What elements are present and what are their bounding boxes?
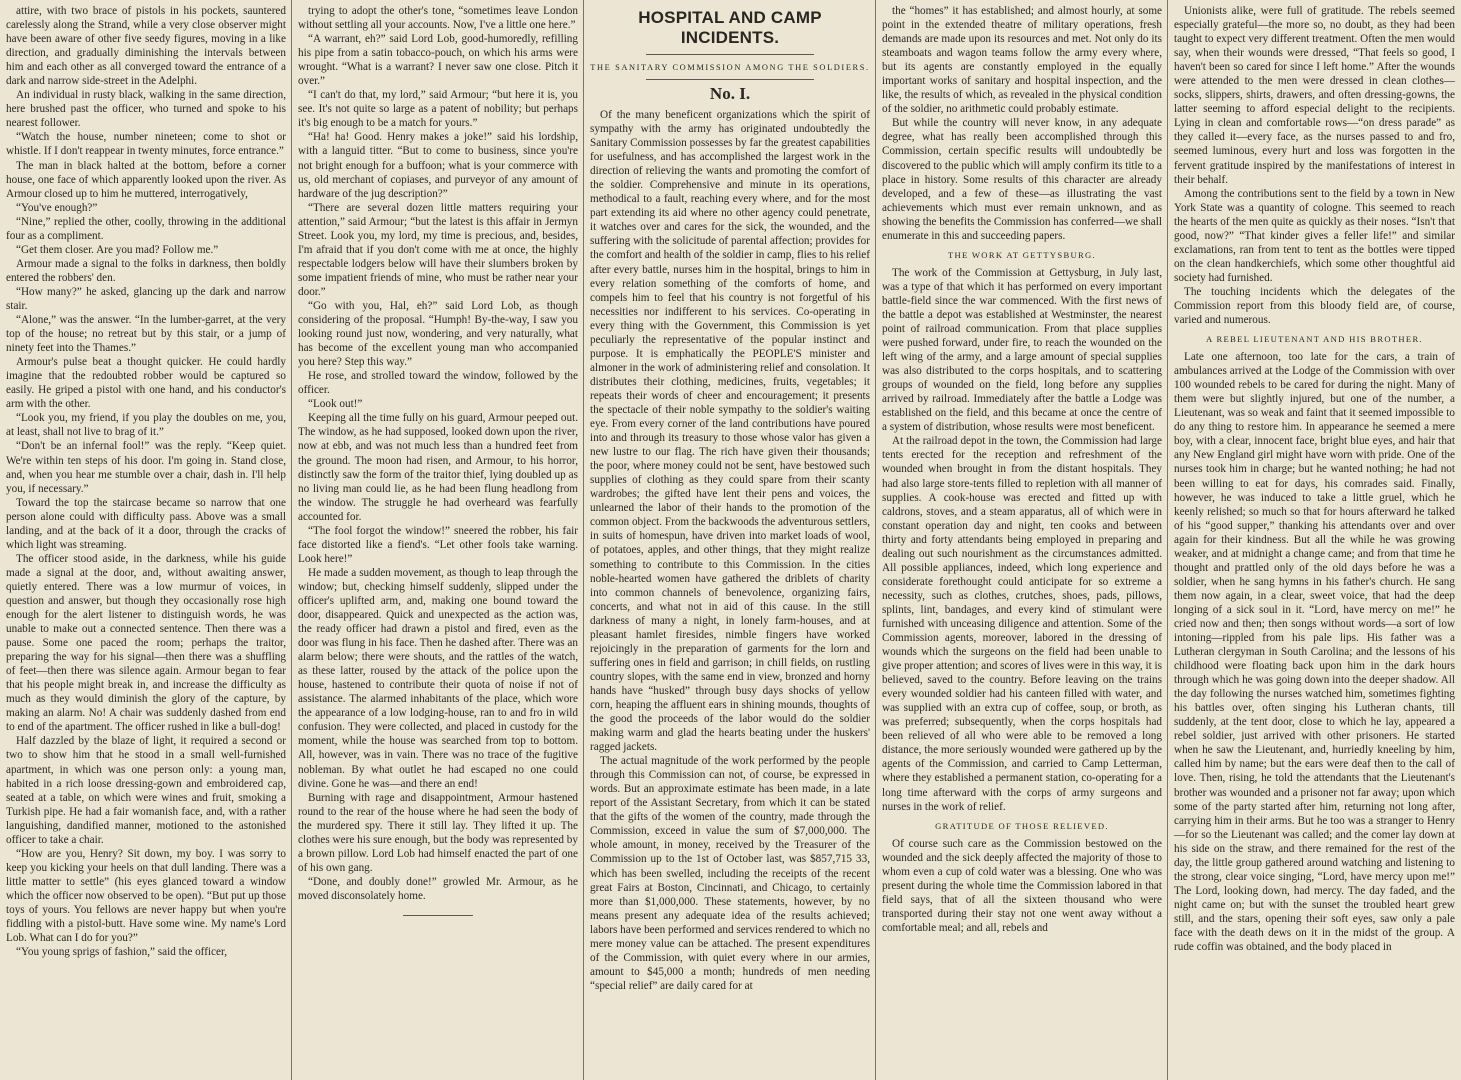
paragraph: trying to adopt the other's tone, “sometimes leave London without settling all your accounts. Now, I've a little one here.” [298,5,578,32]
paragraph: “Nine,” replied the other, coolly, throwing in the additional four as a compliment. [6,215,286,242]
section-heading: A REBEL LIEUTENANT AND HIS BROTHER. [1206,334,1423,345]
paragraph: At the railroad depot in the town, the Commission had large tents erected for the reception and refreshment of the wounded when brought in from the distant hospitals. They had also large store-tents filled to repletion with all manner of supplies. A cook-house was erected and fitted up with caldrons, stoves, and a steam apparatus, all of which were in constant operation day and night, ten cooks and between thirty and forty attendants being employed in preparing and dealing out such nourishment as the circumstances admitted. All possible appliances, indeed, which long experience and considerate forethought could anticipate for so extreme a necessity, such as clothes, crutches, shoes, pads, pillows, splints, lint, bandages, and every kind of stimulant were furnished with unceasing diligence and attention. Some of the Commission agents, moreover, labored in the dressing of wounds which the surgeons on the field had been unable to give proper attention; and scores of lives were in this way, it is believed, saved to the country. Before leaving on the trains every wounded soldier had his canteen filled with water, and was supplied with an extra cup of coffee, soup, or broth, as was preferred; subsequently, when the corps hospitals had been relieved of all who were able to be removed a long distance, the more seriously wounded were gathered up by the agents of the Commission, and carried to Camp Letterman, where they established a permanent station, co-operating for a long time afterward with the corps of army surgeons and nurses in the work of relief. [882,435,1162,813]
paragraph: the “homes” it has established; and almost hourly, at some point in the extended theatre of military operations, fresh demands are made upon its resources and met. Not only do its steamboats and wagon teams follow the army every where, but its agents are constantly employed in the equally important works of sanitary and hospital inspection, and the like, the results of which, as revealed in the physical condition of the soldier, no arithmetic could probably estimate. [882,5,1162,116]
column-5 [1168,0,1461,1080]
paragraph: He made a sudden movement, as though to leap through the window; but, checking himself suddenly, slipped under the officer's uplifted arm, and, making one bound toward the door, disappeared. Quick and unexpected as the action was, the ready officer had drawn a pistol and fired, even as the door was flung in his face. Then he dashed after. There was an alarm below; there were shouts, and the rattles of the watch, as these latter, roused by the attack of the police upon the house, hastened to contribute their quota of noise if not of assistance. The alarmed inhabitants of the place, which wore the appearance of a low lodging-house, ran to and fro in wild confusion. They were collected, and placed in custody for the moment, while the house was searched from top to bottom. All, however, was in vain. There was no trace of the fugitive nobleman. By what outlet he had escaped no one could divine. Gone he was—and there an end! [298,566,578,790]
paragraph: The work of the Commission at Gettysburg, in July last, was a type of that which it has performed on every important battle-field since the war commenced. With the first news of the battle a depot was established at Westminster, the nearest point of railroad communication. From that place supplies were pushed forward, under fire, to reach the wounded on the left wing of the army, and a large amount of special supplies was also distributed to the corps hospitals, and to scattering groups of wounded on the field, long before any supplies arrived by railroad. Immediately after the battle a Lodge was established on the field, and this became at once the centre of a system of distribution, whose results were most beneficent. [882,266,1162,434]
paragraph: “You've enough?” [16,201,98,214]
paragraph: “Done, and doubly done!” growled Mr. Armour, as he moved disconsolately home. [298,875,578,902]
title-rule [646,54,814,55]
paragraph: Toward the top the staircase became so narrow that one person alone could with difficulty pass. Above was a small landing, and at the back of it a door, through the cracks of which light was streaming. [6,496,286,551]
paragraph: Half dazzled by the blaze of light, it required a second or two to show him that he stood in a small well-furnished apartment, in which was one person only: a young man, habited in a rich loose dressing-gown and embroidered cap, seated at a table, on which were wines and fruit, smoking a Turkish pipe. He had a fair womanish face, and, with a rather languishing, dandified manner, motioned to the astonished officer to take a chair. [6,735,286,846]
section-heading: THE WORK AT GETTYSBURG. [948,249,1096,260]
paragraph: “Ha! ha! Good. Henry makes a joke!” said his lordship, with a languid titter. “But to come to business, since you're not bright enough for a buffoon; what is your commerce with us, old merchant of copiases, and purveyor of any amount of hardware of the jug description?” [298,131,578,200]
paragraph: “Look out!” [308,398,363,411]
end-rule [403,915,473,916]
paragraph: “Don't be an infernal fool!” was the reply. “Keep quiet. We're within ten steps of his door. I'm going in. Stand close, and, when you hear me stumble over a chair, dash in. I'll help you, if necessary.” [6,440,286,495]
column-1 [0,0,292,1080]
paragraph: “The fool forgot the window!” sneered the robber, his fair face distorted like a fiend's. “Let other fools take warning. Look here!” [298,524,578,565]
column-4 [876,0,1168,1080]
paragraph: Burning with rage and disappointment, Armour hastened round to the rear of the house where he had seen the body of the murdered spy. There it still lay. They lifted it up. The clothes were his sure enough, but the body was represented by a brown pillow. Lord Lob had himself enacted the part of one of his own gang. [298,791,578,874]
paragraph: Keeping all the time fully on his guard, Armour peeped out. The window, as he had supposed, looked down upon the river, now at ebb, and was not much less than a hundred feet from the ground. The moon had risen, and Armour, to his horror, distinctly saw the form of the traitor thief, lying doubled up as no living man could lie, as he had been flung headlong from the window. The struggle he had overheard was fearfully accounted for. [298,412,578,523]
paragraph: Unionists alike, were full of gratitude. The rebels seemed especially grateful—the more so, no doubt, as they had been taught to expect very different treatment. Often the men would say, when their wounds were dressed, “That feels so good, I haven't been so cared for since I left home.” After the wounds were attended to the men were dressed in clean clothes—socks, slippers, shirts, drawers, and often dressing-gowns, the latter seeming to afford especial delight to the recipients. Lying in clean and comfortable rows—“on dress parade” as they called it—every face, as the nurses passed to and fro, seemed luminous, every hurt and loss was forgotten in the fervent gratitude inspired by the manifestations of interest in their behalf. [1174,5,1455,186]
paragraph: “You young sprigs of fashion,” said the officer, [16,946,228,959]
article-number: No. I. [709,84,751,103]
article-subtitle: THE SANITARY COMMISSION AMONG THE SOLDIERS. [590,63,870,72]
paragraph: Armour's pulse beat a thought quicker. He could hardly imagine that the redoubted robber would be captured so easily. He griped a pistol with one hand, and his conductor's arm with the other. [6,356,286,411]
paragraph: Among the contributions sent to the field by a town in New York State was a quantity of cologne. This seemed to reach the hearts of the men quite as quickly as their noses. “Isn't that good, now?” “That kinder gives a feller life!” and similar exclamations, ran from tent to tent as the bottles were tipped on the clean handkerchiefs, which some other thoughtful aid society had furnished. [1174,187,1455,284]
paragraph: The touching incidents which the delegates of the Commission report from this bloody field are, of course, varied and numerous. [1174,285,1455,327]
paragraph: Of course such care as the Commission bestowed on the wounded and the sick deeply affected the majority of those to whom even a cup of cold water was a blessing. One who was present during the whole time the Commission labored in that field says, that of all the sixteen thousand who were transported during their stay not one went away without a comfortable meal; and all, rebels and [882,837,1162,934]
paragraph: Late one afternoon, too late for the cars, a train of ambulances arrived at the Lodge of the Commission with over 100 wounded rebels to be cared for during the night. Many of them were but slightly injured, but one of the number, a Lieutenant, was so weak and faint that it seemed impossible to do any thing to restore him. In appearance he seemed a mere boy, with a clear, innocent face, bright blue eyes, and hair that any New England girl might have worn with pride. One of the nurses took him in charge; but he wanted nothing; he had not been willing to eat for days, his comrades said. Finally, however, he was induced to take a little gruel, which he keenly relished; so much so that for hours afterward he talked of his “good supper,” thanking his attendants over and over again for their kindness. But all the while he was growing weaker, and at midnight a change came; and from that time he thought and prattled only of the old days before he was a soldier, when he sang hymns in his father's church. He sang them now again, in a clear, sweet voice, that had the deep longing of a sick soul in it. “Lord, have mercy on me!” he cried now and then; then songs without words—a sort of low intoning—rippled from his pale lips. His father was a Lutheran clergyman in South Carolina; and the lessons of his childhood were floating back upon him in the dark hours through which he was going down into the deeper shadow. All the day following the nurses watched him, sometimes fighting his battles over, often singing his Lutheran chants, till suddenly, at the tent door, close to which he lay, appeared a rebel soldier, just arrived with other prisoners. He started when he saw the Lieutenant, and, hurriedly kneeling by him, called him by name; but the ears were deaf then to the call of love. Then, rising, he told the attendants that the Lieutenant's brother was wounded and a prisoner not far away; upon which some of the party started after him, returning not long after, carrying him in their arms. But he too was a stranger to Henry—for so the Lieutenant was called; and the comer lay down at his side on the straw, and there remained for the rest of the day, the little group gathered around watching and listening to the strong, clear voice singing, “Lord, have mercy upon me!” The Lord, looking down, had mercy. The day faded, and the night came on; but with the sunset the troubled heart grew still, and the stars, opening their soft eyes, saw only a pale face with the death dews on it in the midst of the group. A rude coffin was obtained, and the body placed in [1174,351,1455,954]
paragraph: “Watch the house, number nineteen; come to shot or whistle. If I don't reappear in twenty minutes, force entrance.” [6,131,286,158]
paragraph: Armour made a signal to the folks in darkness, then boldly entered the robbers' den. [6,257,286,284]
paragraph: “Alone,” was the answer. “In the lumber-garret, at the very top of the house; no retreat but by this stair, or a jump of ninety feet into the Thames.” [6,314,286,355]
paragraph: The actual magnitude of the work performed by the people through this Commission can not, of course, be expressed in words. But an approximate estimate has been made, in a late report of the Assistant Secretary, from which it can be stated that the gifts of the women of the country, made through the Commission, exceed in value the sum of $7,000,000. The whole amount, in money, received by the Treasurer of the Commission up to the 1st of October last, was $857,715 33, which has been swelled, including the receipts of the recent great Fairs at Boston, Cincinnati, and Chicago, to certainly more than $1,000,000. These statements, however, by no means present any adequate idea of the results achieved; labors have been performed and services rendered to which no mere money value can be attached. The present expenditures of the Commission, with quiet every where in our armies, amount to $45,000 a month; hundreds of men needing “special relief” are daily cared for at [590,755,870,992]
paragraph: attire, with two brace of pistols in his pockets, sauntered carelessly along the Strand, while a very close observer might have been aware of other five seedy figures, moving in a like direction, and gradually diminishing the intervals between him and each other as all converged toward the entrance of a dark and narrow side-street in the Adelphi. [6,5,286,88]
paragraph: “A warrant, eh?” said Lord Lob, good-humoredly, refilling his pipe from a satin tobacco-pouch, on which his arms were wrought. “What is a warrant? I never saw one close. Pitch it over.” [298,33,578,88]
paragraph: “Look you, my friend, if you play the doubles on me, you, at least, shall not live to brag of it.” [6,412,286,439]
paragraph: An individual in rusty black, walking in the same direction, here brushed past the officer, who turned and spoke to his nearest follower. [6,89,286,130]
paragraph: Of the many beneficent organizations which the spirit of sympathy with the army has originated undoubtedly the Sanitary Commission possesses by far the greatest capabilities for usefulness, and has accomplished the largest work in the direction of relieving the wants and promoting the comfort of the soldier. Comprehensive and minute in its operations, methodical to a fault, reaching every where, and for the most part extending its aid where no other agency could penetrate, it watches over and cares for the sick, the wounded, and the suffering with the solicitude of parental affection; provides for the comfort and health of the soldier in camp, flies to his relief after every battle, nurses him in the hospital, brings to him in every relation something of the comforts of home, and compels him to feel that his country is not forgetful of his necessities nor indifferent to his services. Co-operating in every thing with the Government, this Commission is yet peculiarly the representative of the popular instinct and purpose. It is emphatically the PEOPLE'S minister and almoner in the work of administering relief and consolation. It distributes their clothing, medicines, fruits, vegetables; it repeats their words of cheer and encouragement; it presents the spectacle of their noble sympathy to the soldier's waiting eye. From every corner of the land contributions have poured into and through its treasury to those whose valor has given a new lustre to our flag. The rich have given their thousands; the poor, where money could not be sent, have bestowed such supplies of clothing as they could spare from their scanty wardrobes; the gifted have lent their pens and voices, the unlearned the labor of their hands to the promotion of the common object. From the backwoods the adventurous settlers, in suits of homespun, have driven into market loads of wool, of potatoes, apples, and other things, that they might realize something to contribute to this Commission. In the cities noble-hearted women have gathered the driblets of charity into common channels of benevolence, organizing fairs, concerts, and what not in aid of this cause. In the still darkness of many a night, in lonely farm-houses, and at pleasant hamlet firesides, nimble fingers have worked rejoicingly in the preparation of garments for the lorn and suffering ones in field and garrison; in chill fields, on rustling country slopes, with the same end in view, bronzed and horny hands have “husked” through busy days shocks of yellow corn, heaping the affluent ears in shining mounds, thoughts of the good the proceeds of the labor would do the soldier making warm and glad the hearts beating under the huskers' ragged jackets. [590,109,870,754]
paragraph: The officer stood aside, in the darkness, while his guide made a signal at the door, and, without awaiting answer, quietly entered. There was a low murmur of voices, in question and answer, but though they occasionally rose high enough for the alert listener to distinguish words, he was unable to make out a connected sentence. Then there was a pause. Some one paced the room; perhaps the traitor, preparing the way for his signal—then there was a shuffling of feet—then there was silence again. Armour began to fear that his people might break in, and increase the difficulty as much as they would diminish the glory of the capture, by making an alarm. No! A chair was suddenly dashed from end to end of the apartment. The officer rushed in like a bull-dog! [6,552,286,734]
column-2 [292,0,584,1080]
paragraph: “I can't do that, my lord,” said Armour; “but here it is, you see. It's not quite so large as a patent of nobility; but perhaps it's big enough to be a match for yours.” [298,89,578,130]
column-3 [584,0,876,1080]
paragraph: The man in black halted at the bottom, before a corner house, one face of which apparently looked upon the river. As Armour closed up to him he muttered, interrogatively, [6,159,286,200]
masthead [590,4,870,104]
paragraph: “How are you, Henry? Sit down, my boy. I was sorry to keep you kicking your heels on that dull landing. There was a little matter to settle” (his eyes glanced toward a window which the officer now observed to be open). “But put up those toys of yours. You fellows are never happy but when you're fiddling with a pistol-butt. Have some wine. My name's Lord Lob. What can I do for you?” [6,847,286,945]
section-heading: GRATITUDE OF THOSE RELIEVED. [935,820,1109,831]
paragraph: He rose, and strolled toward the window, followed by the officer. [298,370,578,397]
paragraph: “There are several dozen little matters requiring your attention,” said Armour; “but the latest is this affair in Jermyn Street. Look you, my lord, my time is precious, and, besides, I'm afraid that if you don't come with me at once, the highly respectable lodgers below will have their slumbers broken by some impatient friends of mine, who must be rather near your door.” [298,201,578,298]
paragraph: “Get them closer. Are you mad? Follow me.” [16,243,219,256]
paragraph: “How many?” he asked, glancing up the dark and narrow stair. [6,285,286,312]
article-title: HOSPITAL AND CAMP INCIDENTS. [638,8,822,47]
paragraph: But while the country will never know, in any adequate degree, what has really been accomplished through this Commission, certain specific results will undoubtedly be discovered to the public which will amply confirm its title to a place in history. Some results of this character are already developed, and a few of these—as illustrating the vast achievements which must ever remain unknown, and as showing the benefits the Commission has conferred—we shall enumerate in this and succeeding papers. [882,117,1162,242]
paragraph: “Go with you, Hal, eh?” said Lord Lob, as though considering of the proposal. “Humph! By-the-way, I saw you looking round just now, wondering, and very naturally, what has become of the excellent young man who accompanied you here? Step this way.” [298,299,578,369]
title-rule [646,79,814,80]
